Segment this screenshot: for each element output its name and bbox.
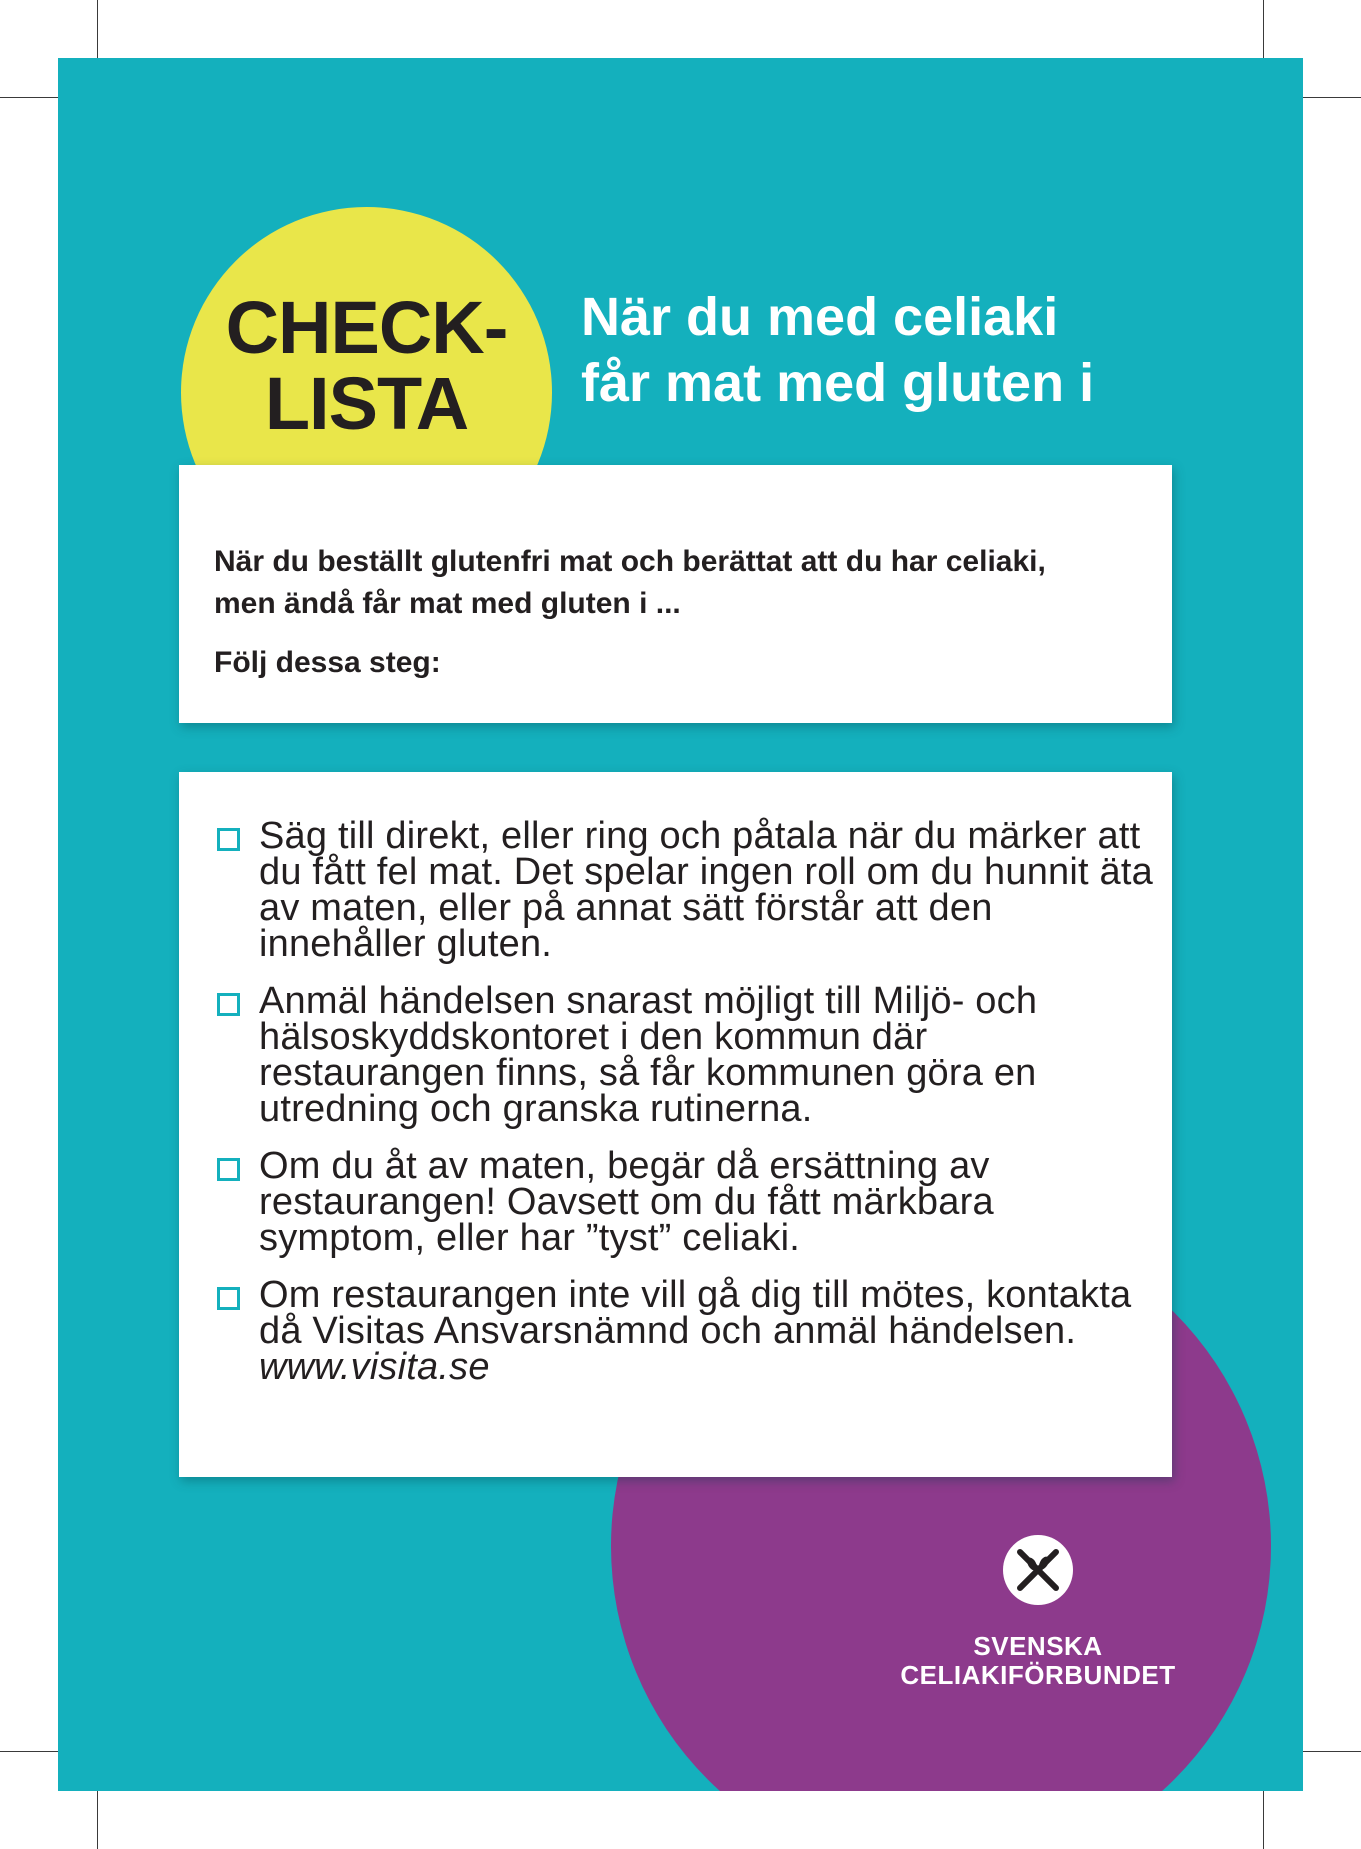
checklist-item-text: Anmäl händelsen snarast möjligt till Miljö- och hälsoskyddskontoret i den kommun där restaurangen finns, så får kommunen göra en utredning och granska rutinerna. [259, 980, 1038, 1130]
checklist-item [217, 980, 1157, 1130]
checklist [217, 815, 1157, 1406]
checklist-item [217, 1145, 1157, 1259]
crop-mark [97, 1791, 98, 1849]
checkbox-icon[interactable] [217, 828, 240, 851]
checklist-badge-text [181, 286, 552, 445]
logo-line-2: CELIAKIFÖRBUNDET [900, 1660, 1176, 1690]
title-line-2: får mat med gluten i [581, 353, 1095, 413]
page-title [581, 284, 1301, 416]
poster [58, 58, 1303, 1791]
checklist-item [217, 1274, 1157, 1388]
intro-card [179, 465, 1172, 723]
crop-mark [97, 0, 98, 58]
title-line-1: När du med celiaki [581, 287, 1059, 347]
crossed-wheat-icon [1002, 1534, 1074, 1606]
crop-mark [1303, 1751, 1361, 1752]
steps-card [179, 772, 1172, 1477]
badge-line-1: CHECK- [225, 286, 508, 369]
checklist-item-text [259, 1274, 1157, 1388]
checkbox-icon[interactable] [217, 993, 240, 1016]
visita-link[interactable]: www.visita.se [259, 1346, 490, 1388]
crop-mark [0, 1751, 58, 1752]
crop-mark [1303, 97, 1361, 98]
badge-line-2: LISTA [264, 362, 469, 445]
checkbox-icon[interactable] [217, 1287, 240, 1310]
organization-logo [848, 1534, 1228, 1690]
intro-text: När du beställt glutenfri mat och berättat att du har celiaki, men ändå får mat med gluten i ... [214, 545, 1046, 620]
checklist-item-text: Om du åt av maten, begär då ersättning av restaurangen! Oavsett om du fått märkbara symptom, eller har ”tyst” celiaki. [259, 1145, 994, 1259]
crop-mark [0, 97, 58, 98]
follow-steps-label: Följ dessa steg: [214, 646, 441, 679]
checklist-item [217, 815, 1157, 965]
step-4-text: Om restaurangen inte vill gå dig till mötes, kontakta då Visitas Ansvarsnämnd och anmäl händelsen. [259, 1274, 1132, 1352]
logo-line-1: SVENSKA [973, 1631, 1103, 1661]
crop-mark [1263, 0, 1264, 58]
crop-mark [1263, 1791, 1264, 1849]
organization-name [848, 1632, 1228, 1690]
checkbox-icon[interactable] [217, 1158, 240, 1181]
checklist-item-text: Säg till direkt, eller ring och påtala när du märker att du fått fel mat. Det spelar ingen roll om du hunnit äta av maten, eller på annat sätt förstår att den innehåller gluten. [259, 815, 1153, 965]
